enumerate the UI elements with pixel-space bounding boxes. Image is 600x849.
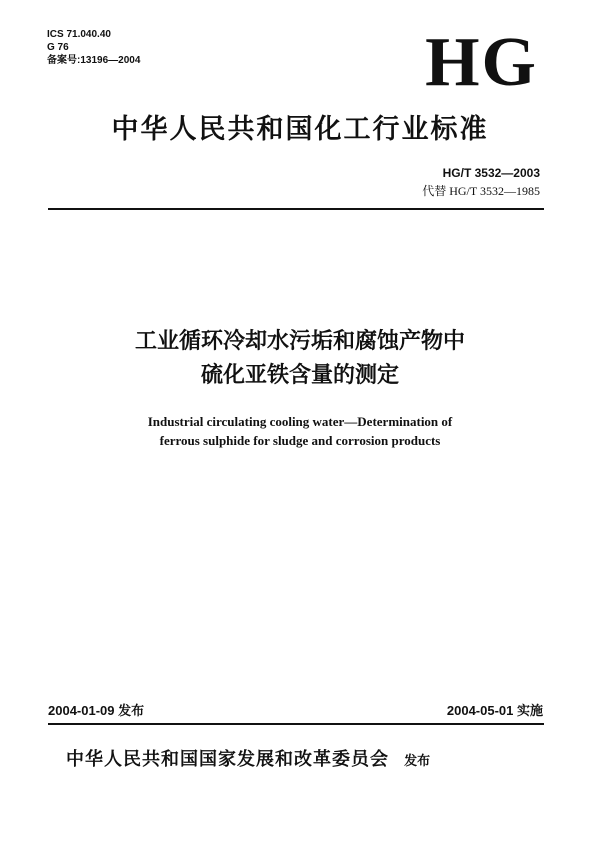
record-number: 备案号:13196—2004 xyxy=(47,55,141,66)
implementation-date: 2004-05-01 实施 xyxy=(446,703,543,718)
ics-code: ICS 71.040.40 xyxy=(47,29,111,40)
standard-number-block xyxy=(422,164,540,200)
english-title xyxy=(0,412,600,450)
english-title-line-2: ferrous sulphide for sludge and corrosion products xyxy=(159,433,441,448)
issue-date: 2004-01-09 发布 xyxy=(48,703,145,718)
classification-block xyxy=(47,28,140,67)
publisher-line xyxy=(66,745,430,771)
top-divider xyxy=(48,208,544,210)
class-code: G 76 xyxy=(47,42,69,53)
chinese-title-line-1: 工业循环冷却水污垢和腐蚀产物中 xyxy=(134,329,465,354)
replaces-standard: 代替 HG/T 3532—1985 xyxy=(422,184,540,198)
standard-number: HG/T 3532—2003 xyxy=(442,166,540,180)
publisher-name: 中华人民共和国国家发展和改革委员会 xyxy=(66,749,389,770)
publisher-suffix: 发布 xyxy=(404,754,431,769)
chinese-title xyxy=(0,325,600,393)
english-title-line-1: Industrial circulating cooling water—Determination of xyxy=(147,414,453,429)
bottom-divider xyxy=(48,723,544,725)
hg-logo: HG xyxy=(425,24,538,101)
standard-title: 中华人民共和国化工行业标准 xyxy=(111,114,489,145)
chinese-title-line-2: 硫化亚铁含量的测定 xyxy=(200,363,399,388)
